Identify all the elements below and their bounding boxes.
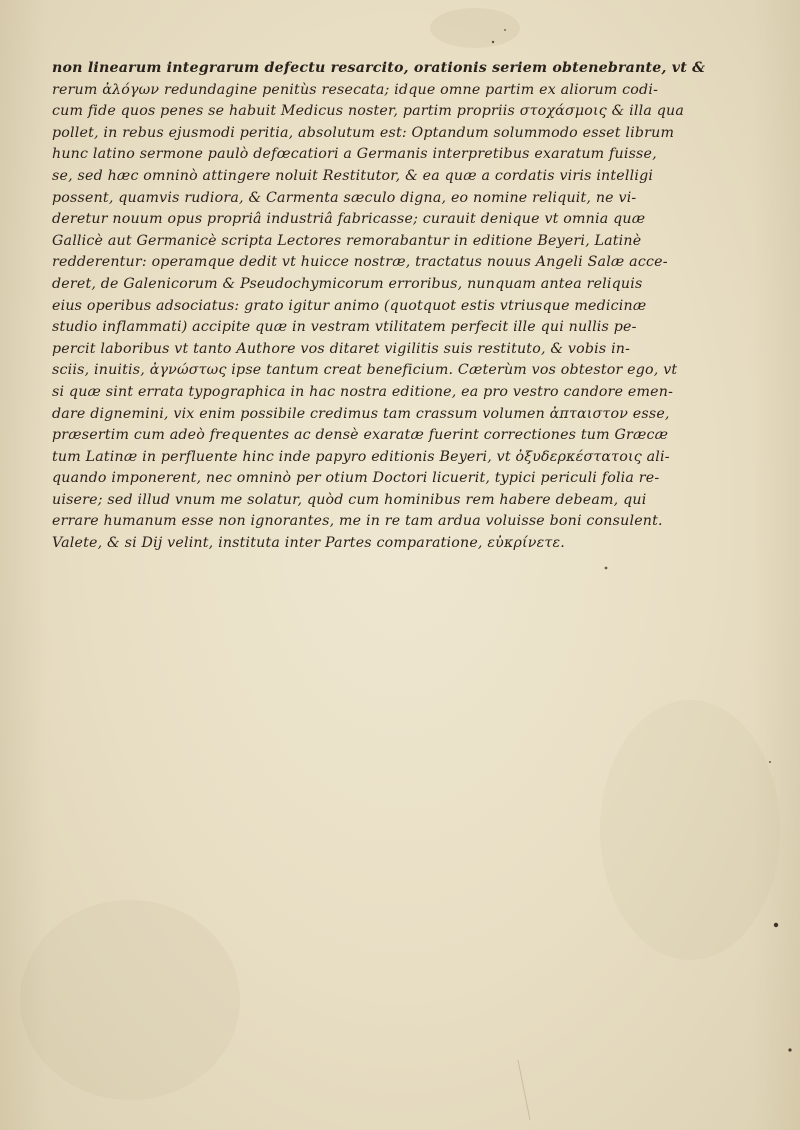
text-line: redderentur: operamque dedit vt huicce nostræ, tractatus nouus Angeli Salæ acce- — [52, 254, 668, 271]
text-line: pollet, in rebus ejusmodi peritia, absolutum est: Optandum solummodo esset librum — [52, 124, 675, 141]
ink-speck — [774, 923, 778, 927]
text-line: hunc latino sermone paulò defœcatiori a Germanis interpretibus exaratum fuisse, — [52, 146, 657, 163]
text-line: uisere; sed illud vnum me solatur, quòd cum hominibus rem habere debeam, qui — [52, 491, 647, 508]
text-line: sciis, inuitis, ἀγνώστως ipse tantum creat beneficium. Cæterùm vos obtestor ego, vt — [52, 362, 678, 379]
text-line: Gallicè aut Germanicè scripta Lectores remorabantur in editione Beyeri, Latinè — [52, 232, 642, 249]
text-line: præsertim cum adeò frequentes ac densè exaratæ fuerint correctiones tum Græcæ — [52, 427, 669, 444]
text-line: deretur nouum opus propriâ industriâ fabricasse; curauit denique vt omnia quæ — [52, 211, 646, 228]
text-line: studio inflammati) accipite quæ in vestram vtilitatem perfecit ille qui nullis pe- — [52, 319, 637, 336]
text-line: eius operibus adsociatus: grato igitur animo (quotquot estis vtriusque medicinæ — [52, 297, 647, 314]
text-line: cum fide quos penes se habuit Medicus noster, partim propriis στοχάσμοις & illa qua — [52, 103, 685, 120]
text-line: errare humanum esse non ignorantes, me in re tam ardua voluisse boni consulent. — [52, 513, 663, 530]
text-line: non linearum integrarum defectu resarcito, orationis seriem obtenebrante, vt & — [52, 60, 706, 76]
paper-crease — [518, 1060, 530, 1120]
text-line: possent, quamvis rudiora, & Carmenta sæculo digna, eo nomine reliquit, ne vi- — [52, 189, 637, 206]
ink-speck — [788, 1048, 791, 1051]
ink-speck — [605, 567, 608, 570]
ink-speck — [492, 41, 494, 43]
text-line: rerum ἀλόγων redundagine penitùs resecata; idque omne partim ex aliorum codi- — [52, 81, 659, 98]
text-line: quando imponerent, nec omninò per otium Doctori licuerit, typici periculi folia re- — [52, 470, 660, 487]
ink-speck — [769, 761, 771, 763]
text-line: se, sed hæc omninò attingere noluit Restitutor, & ea quæ a cordatis viris intelligi — [52, 167, 654, 184]
text-line: percit laboribus vt tanto Authore vos ditaret vigilitis suis restituto, & vobis in- — [52, 340, 631, 357]
text-line: deret, de Galenicorum & Pseudochymicorum erroribus, nunquam antea reliquis — [52, 275, 643, 292]
text-line: Valete, & si Dij velint, instituta inter Partes comparatione, εὐκρίνετε. — [52, 535, 565, 552]
text-line: si quæ sint errata typographica in hac nostra editione, ea pro vestro candore emen- — [52, 383, 674, 400]
text-line: dare dignemini, vix enim possibile credimus tam crassum volumen ἀπταιστον esse, — [52, 405, 670, 422]
text-line: tum Latinæ in perfluente hinc inde papyro editionis Beyeri, vt ὀξυδερκέστατοις ali- — [52, 448, 670, 465]
ink-speck — [504, 29, 506, 31]
